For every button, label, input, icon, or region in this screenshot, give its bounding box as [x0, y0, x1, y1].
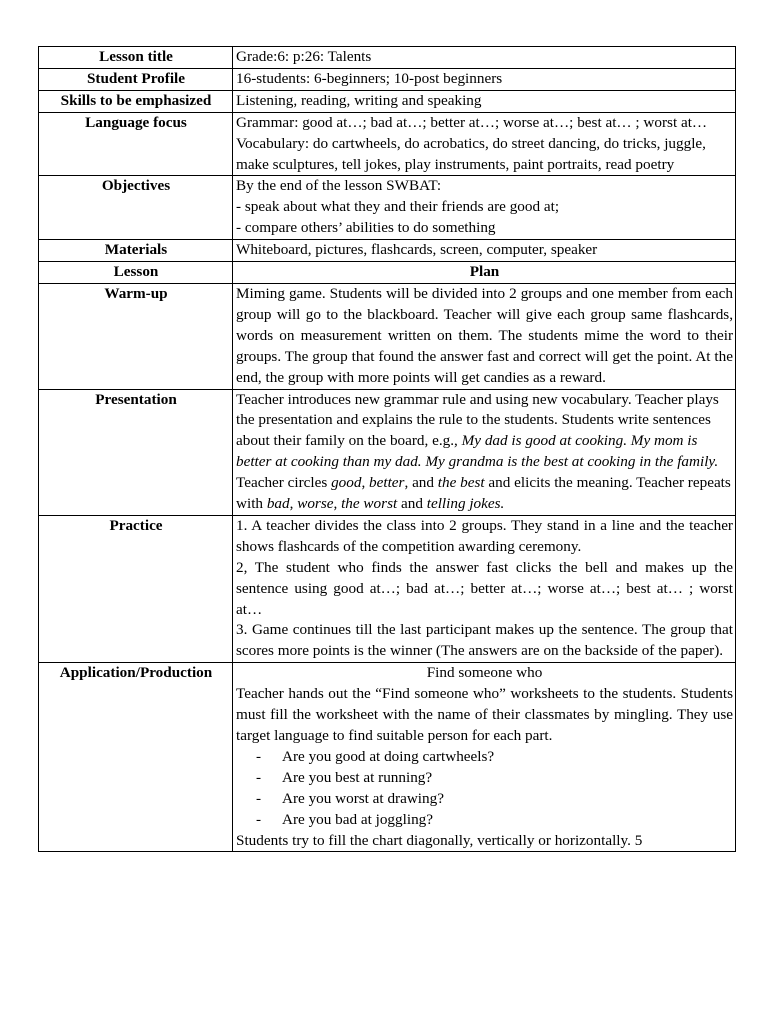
separator: and [397, 495, 427, 513]
row-objectives [39, 176, 736, 240]
presentation-example: My dad is good at cooking. My mom is better at cooking than my dad. My grandma is the best at cooking in the family. [236, 432, 719, 471]
list-item: - Are you good at doing cartwheels? [256, 747, 733, 768]
language-focus-value [233, 112, 736, 176]
practice-item: 1. A teacher divides the class into 2 groups. They stand in a line and the teacher shows flashcards of the competition awarding ceremony. [236, 516, 733, 555]
practice-label: Practice [39, 515, 233, 662]
lesson-header: Lesson [39, 262, 233, 284]
list-item: - Are you bad at joggling? [256, 810, 733, 831]
practice-item: 2, The student who finds the answer fast clicks the bell and makes up the sentence using good at…; bad at…; better at…; worse at…; best at… ; worst at… [236, 558, 733, 618]
row-lesson-title [39, 47, 736, 69]
lesson-plan-page [38, 46, 735, 852]
materials-value: Whiteboard, pictures, flashcards, screen, computer, speaker [233, 240, 736, 262]
application-intro: Teacher hands out the “Find someone who” worksheets to the students. Students must fill the worksheet with the name of their classmates by mingling. They use target language to find suitable person for each part. [236, 685, 733, 744]
materials-label: Materials [39, 240, 233, 262]
lesson-title-value: Grade:6: p:26: Talents [233, 47, 736, 69]
student-profile-label: Student Profile [39, 68, 233, 90]
presentation-text-part: Teacher circles [236, 474, 332, 492]
objectives-value [233, 176, 736, 240]
objectives-label: Objectives [39, 176, 233, 240]
row-materials [39, 240, 736, 262]
separator: , [361, 474, 370, 492]
language-focus-label: Language focus [39, 112, 233, 176]
application-heading: Find someone who [426, 664, 543, 682]
keyword-telling-jokes: telling jokes. [426, 495, 505, 513]
plan-header: Plan [233, 262, 736, 284]
row-language-focus [39, 112, 736, 176]
practice-text [233, 515, 736, 662]
row-practice [39, 515, 736, 662]
lesson-title-label: Lesson title [39, 47, 233, 69]
list-item: - Are you worst at drawing? [256, 789, 733, 810]
separator: , [333, 495, 342, 513]
keyword-better: better [369, 474, 405, 492]
application-label: Application/Production [39, 663, 233, 852]
list-item: - Are you best at running? [256, 768, 733, 789]
keyword-bad: bad [266, 495, 290, 513]
vocabulary-text: Vocabulary: do cartwheels, do acrobatics, do street dancing, do tricks, juggle, make sculptures, tell jokes, play instruments, paint portraits, read poetry [236, 134, 706, 173]
separator: , and [404, 474, 438, 492]
objective-line: - speak about what they and their friends are good at; [236, 198, 560, 216]
application-last-line: Students try to fill the chart diagonally, vertically or horizontally. 5 [236, 831, 643, 849]
row-skills [39, 90, 736, 112]
presentation-text [233, 389, 736, 515]
keyword-good: good [331, 474, 362, 492]
student-profile-value: 16-students: 6-beginners; 10-post beginners [233, 68, 736, 90]
warm-up-label: Warm-up [39, 283, 233, 389]
lesson-plan-table [38, 46, 736, 852]
row-student-profile [39, 68, 736, 90]
presentation-intro: Teacher introduces new grammar rule and using new vocabulary. Teacher plays the presentation and explains the rule to the students. Students write sentences about their family on the board, e.g., [236, 390, 719, 450]
objective-line: By the end of the lesson SWBAT: [236, 177, 442, 195]
row-application [39, 663, 736, 852]
skills-label: Skills to be emphasized [39, 90, 233, 112]
grammar-text: Grammar: good at…; bad at…; better at…; worse at…; best at… ; worst at… [236, 113, 708, 131]
keyword-worse: worse [297, 495, 334, 513]
row-header [39, 262, 736, 284]
warm-up-text: Miming game. Students will be divided into 2 groups and one member from each group will go to the blackboard. Teacher will give each group same flashcards, words on measurement written on them. The students mime the word to their groups. The group that found the answer fast and correct will get the point. At the end, the group with more points will get candies as a reward. [233, 283, 736, 389]
application-text [233, 663, 736, 852]
separator: , [289, 495, 298, 513]
keyword-the-worst: the worst [341, 495, 398, 513]
practice-item: 3. Game continues till the last participant makes up the sentence. The group that scores more points is the winner (The answers are on the backside of the paper). [236, 621, 733, 660]
keyword-the-best: the best [437, 474, 485, 492]
row-warm-up [39, 283, 736, 389]
row-presentation [39, 389, 736, 515]
presentation-text-part: and elicits the meaning. Teacher repeats with [236, 474, 731, 513]
skills-value: Listening, reading, writing and speaking [233, 90, 736, 112]
objective-line: - compare others’ abilities to do something [236, 219, 496, 237]
presentation-label: Presentation [39, 389, 233, 515]
question-list [236, 747, 733, 831]
